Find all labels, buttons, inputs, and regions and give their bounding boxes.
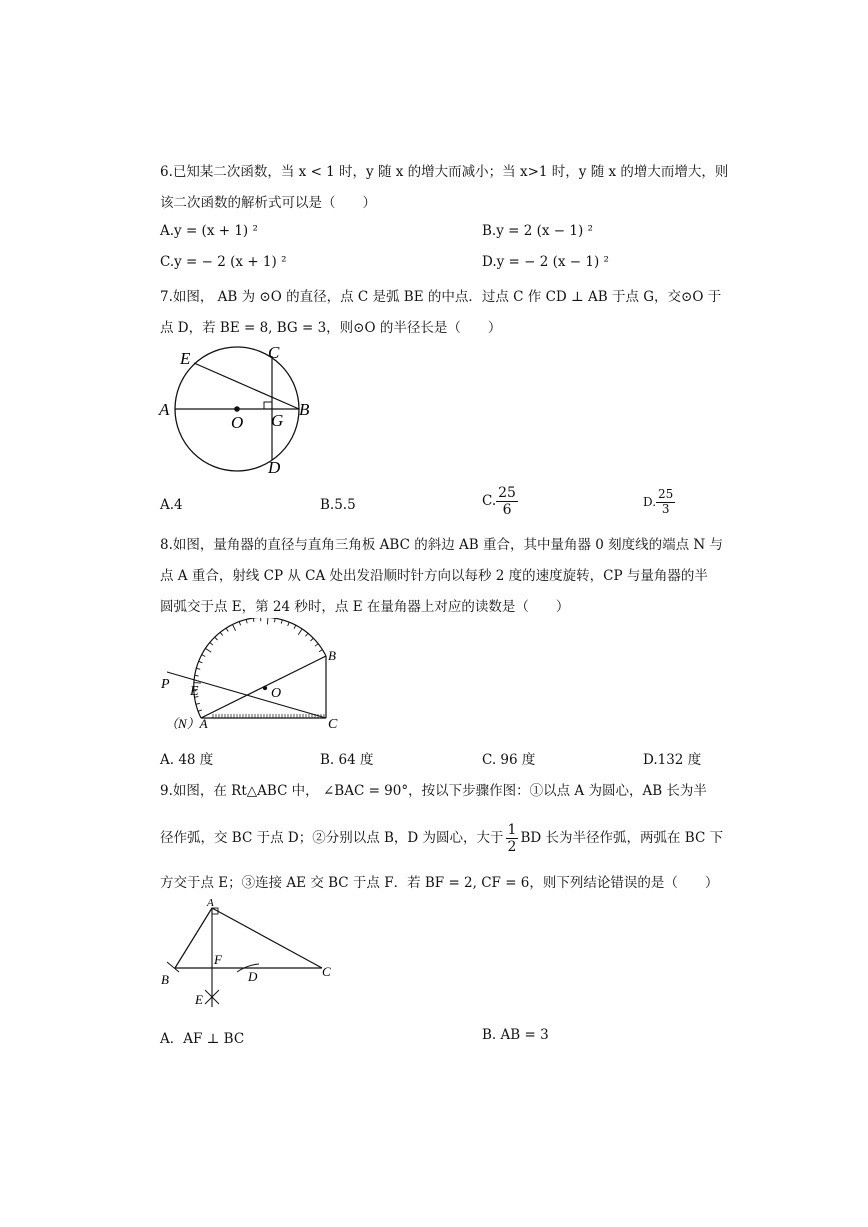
q8-label-b: B [328, 648, 336, 663]
q9-triangle-figure [155, 892, 345, 1017]
q8-protractor-arc [194, 618, 326, 718]
q7-label-g: G [271, 411, 284, 430]
q8-protractor-tick [210, 643, 213, 646]
q9-side-ab [175, 908, 212, 968]
q8-protractor-tick [281, 620, 282, 624]
q9-stem-line1: 9.如图，在 Rt△ABC 中， ∠BAC = 90°，按以下步骤作图：①以点 A 为圆心，AB 长为半 [160, 783, 707, 799]
q7-option-b[interactable]: B.5.5 [320, 497, 356, 513]
q7-center-dot [234, 406, 240, 412]
q7-option-d-fraction [656, 488, 675, 517]
q8-label-p: P [161, 677, 170, 692]
q8-protractor-tick [305, 633, 308, 636]
q8-protractor-tick [226, 628, 228, 631]
q8-protractor-tick [196, 703, 200, 704]
q7-chord-eb [194, 363, 299, 409]
q8-option-b[interactable]: B. 64 度 [320, 752, 374, 768]
q7-stem-line1: 7.如图， AB 为 ⊙O 的直径，点 C 是弧 BE 的中点．过点 C 作 CD ⊥ AB 于点 G，交⊙O 于 [160, 289, 722, 305]
q9-stem-line2-post: BD 长为半径作弧，两弧在 BC 下 [520, 830, 724, 847]
q7-option-d-numerator: 25 [658, 487, 674, 501]
q8-protractor-tick [205, 648, 211, 652]
q8-protractor-tick [246, 619, 247, 623]
q9-half-numerator: 1 [507, 822, 517, 838]
q8-option-c[interactable]: C. 96 度 [482, 752, 536, 768]
q9-stem-line2 [160, 822, 723, 855]
q6-option-b[interactable]: B.y = 2 (x − 1) ² [482, 223, 593, 239]
q8-protractor-figure [155, 618, 355, 738]
q8-protractor-tick [319, 650, 322, 652]
q8-protractor-tick [253, 618, 254, 622]
q7-option-c-prefix: C. [482, 493, 497, 510]
q9-option-b[interactable]: B. AB = 3 [482, 1027, 549, 1043]
q7-label-o: O [231, 413, 244, 432]
q7-option-a[interactable]: A.4 [160, 497, 183, 513]
q7-label-b: B [299, 400, 310, 419]
q8-protractor-tick [288, 622, 289, 626]
q8-protractor-tick [315, 644, 318, 646]
q9-stem-line2-pre: 径作弧，交 BC 于点 D；②分别以点 B，D 为圆心，大于 [160, 830, 504, 847]
q8-protractor-tick [233, 625, 236, 631]
q9-half-denominator: 2 [507, 839, 517, 856]
q7-option-d-denominator: 3 [661, 501, 670, 516]
q9-option-a[interactable]: A．AF ⊥ BC [160, 1031, 245, 1047]
q8-label-o: O [271, 686, 282, 701]
q9-side-ac [212, 908, 322, 968]
q8-protractor-tick [311, 638, 314, 641]
q7-stem-line2: 点 D，若 BE = 8, BG = 3，则⊙O 的半径长是（ ） [160, 320, 502, 336]
q8-stem-line1: 8.如图，量角器的直径与直角三角板 ABC 的斜边 AB 重合，其中量角器 0 刻度线的端点 N 与 [160, 537, 724, 553]
q8-protractor-tick [294, 625, 296, 629]
q7-option-c-denominator: 6 [502, 502, 512, 519]
q8-protractor-tick [196, 668, 200, 669]
q8-protractor-tick [298, 629, 302, 635]
q8-center-dot [263, 686, 267, 690]
q6-option-c[interactable]: C.y = − 2 (x + 1) ² [160, 254, 287, 270]
q8-stem-line2: 点 A 重合，射线 CP 从 CA 处出发沿顺时针方向以每秒 2 度的速度旋转，CP 与量角器的半 [160, 568, 708, 584]
q6-option-d[interactable]: D.y = − 2 (x − 1) ² [482, 254, 609, 270]
q7-option-d[interactable] [643, 488, 675, 517]
q7-right-angle-mark [264, 402, 272, 409]
q7-label-e: E [180, 349, 191, 368]
q7-option-c-numerator: 25 [498, 485, 516, 501]
q6-option-a[interactable]: A.y = (x + 1) ² [160, 223, 258, 239]
q6-stem-line2: 该二次函数的解析式可以是（ ） [160, 195, 376, 211]
q7-option-c-fraction [496, 485, 518, 518]
q8-protractor-tick [195, 675, 199, 676]
q9-label-e: E [195, 992, 203, 1007]
q9-stem-line3: 方交于点 E；③连接 AE 交 BC 于点 F．若 BF = 2, CF = 6，则下列结论错误的是（ ） [160, 875, 719, 891]
q8-option-a[interactable]: A. 48 度 [160, 752, 214, 768]
q9-half-fraction [506, 822, 519, 855]
q8-label-c: C [328, 717, 338, 732]
q9-label-b: B [161, 972, 169, 987]
q7-label-a: A [159, 400, 170, 419]
q9-label-a: A [207, 897, 214, 909]
q7-option-d-prefix: D. [643, 494, 657, 509]
q9-label-f: F [214, 952, 222, 967]
q8-protractor-tick [198, 710, 202, 711]
q6-stem-line1: 6.已知某二次函数，当 x < 1 时，y 随 x 的增大而减小；当 x>1 时，y 随 x 的增大而增大，则 [160, 164, 729, 180]
q8-protractor-tick [239, 622, 240, 626]
q7-label-d: D [268, 458, 281, 477]
q7-circle-figure [150, 340, 330, 480]
q8-label-na: （N）A [165, 716, 208, 731]
q8-protractor-tick [215, 637, 218, 640]
q8-protractor-tick [220, 632, 222, 635]
q9-label-c: C [322, 964, 331, 979]
q8-protractor-tick [202, 655, 206, 657]
q8-stem-line3: 圆弧交于点 E，第 24 秒时，点 E 在量角器上对应的读数是（ ） [160, 599, 570, 615]
q9-label-d: D [248, 969, 258, 984]
q8-label-e: E [190, 684, 199, 699]
q7-option-c[interactable] [482, 485, 518, 518]
q8-protractor-tick [274, 618, 275, 622]
q7-label-c: C [268, 343, 280, 362]
q8-protractor [194, 618, 326, 718]
q8-protractor-tick [199, 661, 203, 662]
q8-option-d[interactable]: D.132 度 [643, 752, 702, 768]
